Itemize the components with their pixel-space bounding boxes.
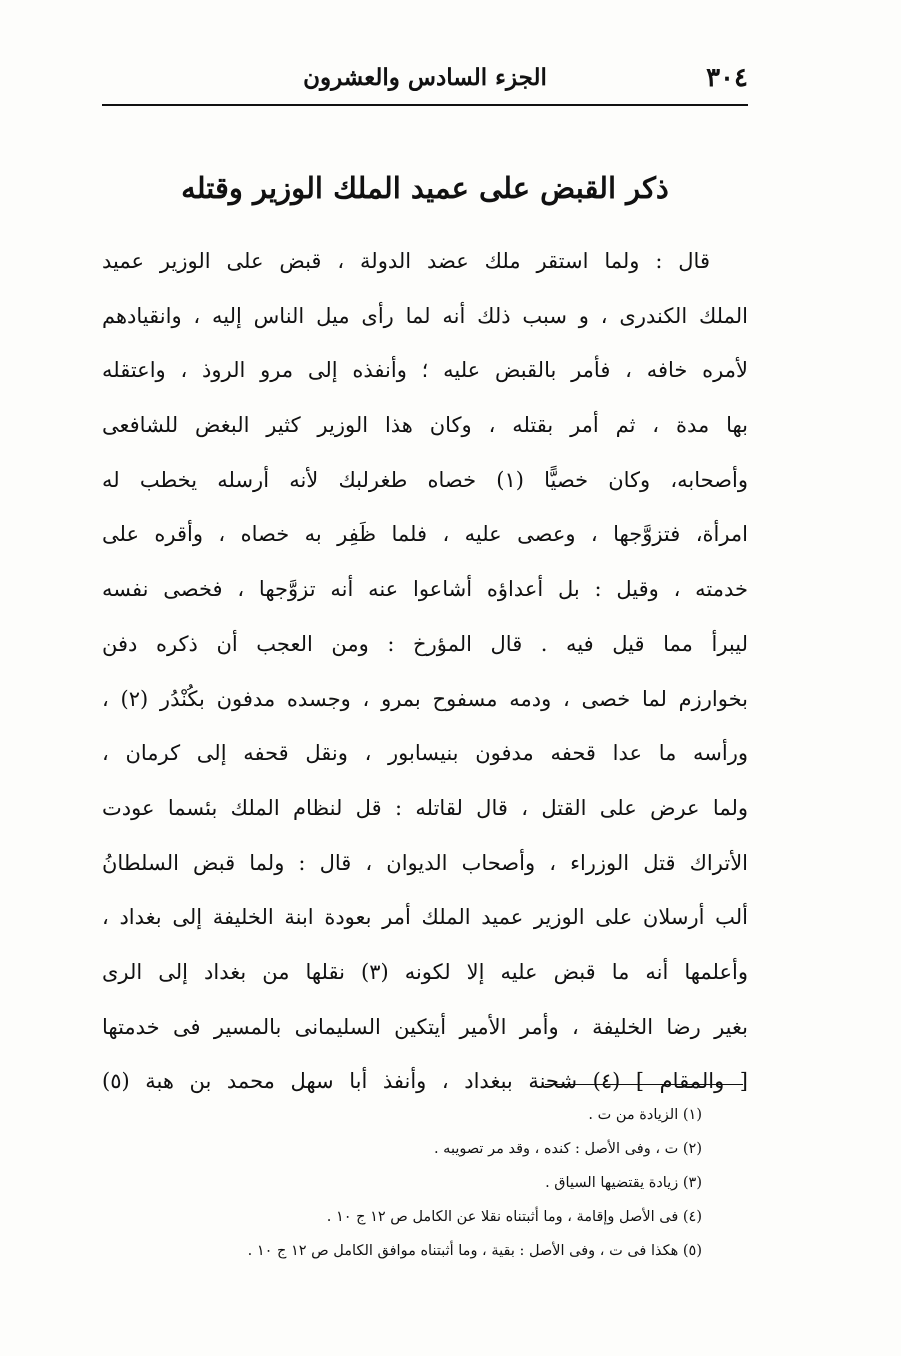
text-line: خدمته ، وقيل : بل أعداؤه أشاعوا عنه أنه تزوَّجها ، فخصى نفسه bbox=[102, 577, 748, 602]
text-line: ليبرأ مما قيل فيه . قال المؤرخ : ومن العجب أن ذكره دفن bbox=[102, 631, 748, 656]
text-line: ألب أرسلان على الوزير عميد الملك أمر بعودة ابنة الخليفة إلى بغداد ، bbox=[102, 905, 748, 930]
body-text bbox=[102, 234, 748, 1109]
text-line: الأتراك قتل الوزراء ، وأصحاب الديوان ، قال : ولما قبض السلطانُ bbox=[102, 850, 748, 875]
footnote: (١) الزيادة من ت . bbox=[588, 1107, 702, 1123]
text-line: بغير رضا الخليفة ، وأمر الأمير أيتكين السليمانى بالمسير فى خدمتها bbox=[102, 1014, 748, 1039]
text-line: الملك الكندرى ، و سبب ذلك أنه لما رأى ميل الناس إليه ، وانقيادهم bbox=[102, 303, 748, 328]
text-line: امرأة، فتزوَّجها ، وعصى عليه ، فلما ظَفِر به خصاه ، وأقره على bbox=[102, 522, 748, 547]
running-title: الجزء السادس والعشرون bbox=[303, 64, 547, 91]
text-line: لأمره خافه ، فأمر بالقبض عليه ؛ وأنفذه إلى مرو الروذ ، واعتقله bbox=[102, 358, 748, 383]
text-line: بخوارزم لما خصى ، ودمه مسفوح بمرو ، وجسده مدفون بكُنْدُر (٢) ، bbox=[102, 686, 748, 711]
section-title: ذكر القبض على عميد الملك الوزير وقتله bbox=[181, 171, 669, 205]
footnote-rule bbox=[545, 1084, 743, 1085]
page-number: ٣٠٤ bbox=[706, 63, 748, 93]
text-line: بها مدة ، ثم أمر بقتله ، وكان هذا الوزير كثير البغض للشافعى bbox=[102, 413, 748, 438]
header-rule bbox=[102, 104, 748, 106]
footnote: (٥) هكذا فى ت ، وفى الأصل : بقية ، وما أثبتناه موافق الكامل ص ١٢ ج ١٠ . bbox=[247, 1243, 702, 1259]
text-line: [ والمقام ] (٤) شحنة ببغداد ، وأنفذ أبا سهل محمد بن هبة (٥) bbox=[102, 1069, 748, 1094]
footnotes bbox=[102, 1098, 702, 1268]
text-line: ورأسه ما عدا قحفه مدفون بنيسابور ، ونقل قحفه إلى كرمان ، bbox=[102, 741, 748, 766]
page-header bbox=[102, 60, 748, 96]
text-line: وأعلمها أنه ما قبض عليه إلا لكونه (٣) نقلها من بغداد إلى الرى bbox=[102, 959, 748, 984]
text-line: وأصحابه، وكان خصيًّا (١) خصاه طغرلبك لأنه أرسله يخطب له bbox=[102, 467, 748, 492]
footnote: (٤) فى الأصل وإقامة ، وما أثبتناه نقلا عن الكامل ص ١٢ ج ١٠ . bbox=[326, 1209, 702, 1225]
footnote: (٣) زيادة يقتضيها السياق . bbox=[545, 1175, 702, 1191]
text-line: ولما عرض على القتل ، قال لقاتله : قل لنظام الملك بئسما عودت bbox=[102, 795, 748, 820]
text-line: قال : ولما استقر ملك عضد الدولة ، قبض على الوزير عميد bbox=[102, 249, 710, 273]
footnote: (٢) ت ، وفى الأصل : كنده ، وقد مر تصويبه . bbox=[433, 1141, 702, 1157]
